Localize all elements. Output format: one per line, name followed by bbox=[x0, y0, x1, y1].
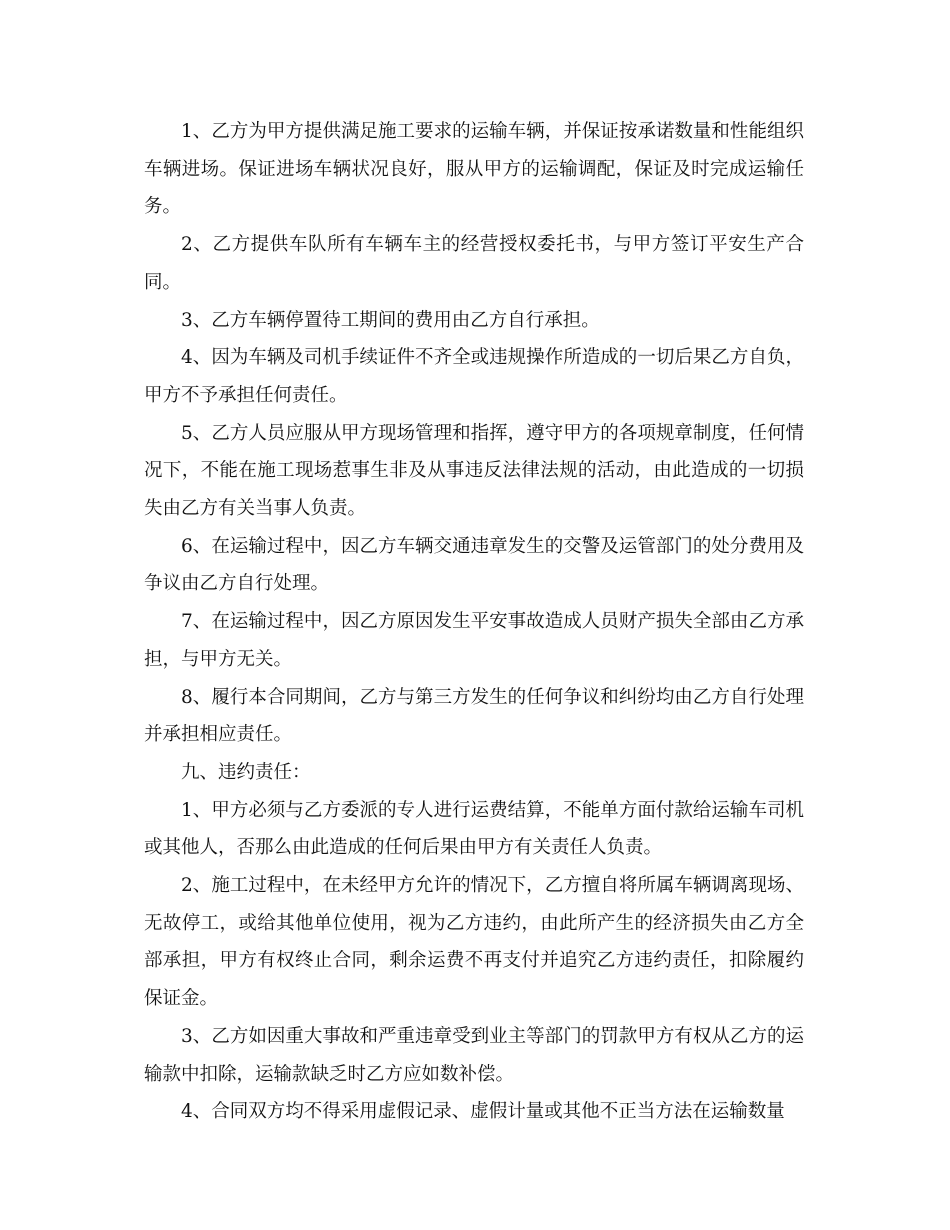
clause-paragraph: 8、履行本合同期间，乙方与第三方发生的任何争议和纠纷均由乙方自行处理并承担相应责任。 bbox=[144, 686, 804, 746]
section-heading: 九、违约责任： bbox=[181, 761, 311, 783]
clause-paragraph: 1、甲方必须与乙方委派的专人进行运费结算，不能单方面付款给运输车司机或其他人，否那么由此造成的任何后果由甲方有关责任人负责。 bbox=[144, 799, 804, 859]
clause-paragraph: 7、在运输过程中，因乙方原因发生平安事故造成人员财产损失全部由乙方承担，与甲方无关。 bbox=[144, 611, 804, 670]
document-body bbox=[144, 113, 804, 1131]
clause-paragraph: 4、因为车辆及司机手续证件不齐全或违规操作所造成的一切后果乙方自负，甲方不予承担任何责任。 bbox=[144, 347, 804, 406]
clause-paragraph: 5、乙方人员应服从甲方现场管理和指挥，遵守甲方的各项规章制度，任何情况下，不能在施工现场惹事生非及从事违反法律法规的活动，由此造成的一切损失由乙方有关当事人负责。 bbox=[144, 422, 804, 520]
clause-paragraph: 6、在运输过程中，因乙方车辆交通违章发生的交警及运管部门的处分费用及争议由乙方自行处理。 bbox=[144, 535, 804, 595]
clause-paragraph: 3、乙方车辆停置待工期间的费用由乙方自行承担。 bbox=[181, 309, 600, 331]
clause-paragraph: 1、乙方为甲方提供满足施工要求的运输车辆，并保证按承诺数量和性能组织车辆进场。保证进场车辆状况良好，服从甲方的运输调配，保证及时完成运输任务。 bbox=[144, 121, 804, 218]
clause-paragraph: 2、乙方提供车队所有车辆车主的经营授权委托书，与甲方签订平安生产合同。 bbox=[144, 234, 804, 293]
clause-paragraph: 2、施工过程中，在未经甲方允许的情况下，乙方擅自将所属车辆调离现场、无故停工，或给其他单位使用，视为乙方违约，由此所产生的经济损失由乙方全部承担，甲方有权终止合同，剩余运费不再支付并追究乙方违约责任，扣除履约保证金。 bbox=[144, 875, 804, 1010]
clause-paragraph: 3、乙方如因重大事故和严重违章受到业主等部门的罚款甲方有权从乙方的运输款中扣除，运输款缺乏时乙方应如数补偿。 bbox=[144, 1025, 804, 1085]
clause-paragraph: 4、合同双方均不得采用虚假记录、虚假计量或其他不正当方法在运输数量 bbox=[181, 1101, 785, 1123]
